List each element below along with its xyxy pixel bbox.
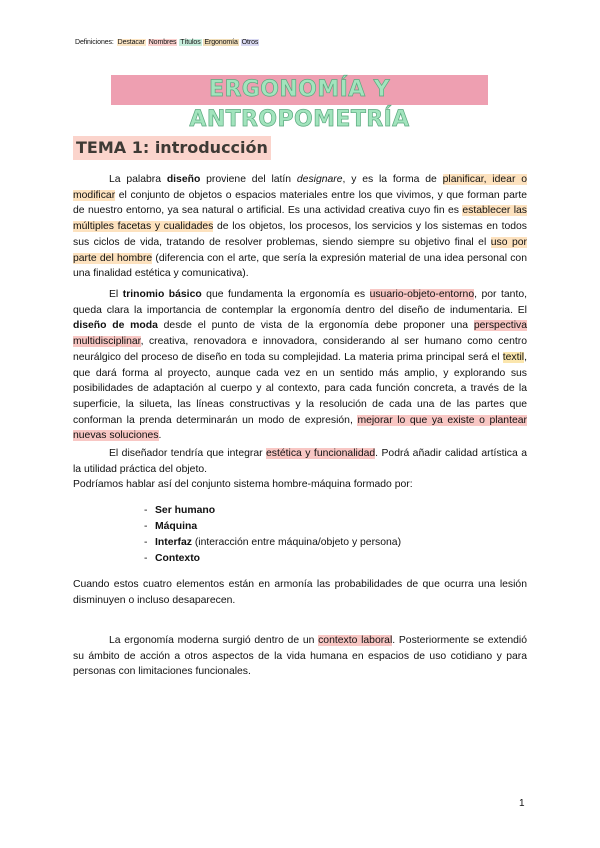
- text: . Posteriormente se extendió su ámbito de acción a otros aspectos de la vida humana en espacios de uso cotidiano y para personas con limitaciones funcionales.: [73, 635, 528, 678]
- text: que fundamenta la ergonomía es: [201, 289, 370, 300]
- highlight-usuario-objeto-entorno: usuario-objeto-entorno: [369, 289, 475, 300]
- paragraph-disenador: [73, 446, 527, 477]
- section-title: TEMA 1: introducción: [73, 136, 271, 160]
- text: La ergonomía moderna surgió dentro de un: [109, 635, 319, 646]
- text: desde el punto de vista de la ergonomía debe proponer una: [157, 320, 474, 332]
- list-item-label: Ser humano: [155, 505, 216, 516]
- highlight-planificar: planificar, idear o modificar: [73, 174, 527, 201]
- text: La palabra: [109, 174, 167, 185]
- list-item-label: Máquina: [155, 520, 198, 532]
- paragraph-trinomio: [73, 287, 527, 444]
- list-item: - Interfaz (interacción entre máquina/objeto y persona): [144, 536, 402, 548]
- legend-definiciones: Definiciones:: [75, 39, 114, 46]
- bold-term-diseno: diseño: [166, 174, 201, 185]
- highlight-contexto-laboral: contexto laboral: [318, 635, 393, 646]
- list-item: - Ser humano: [144, 505, 216, 516]
- legend-nombres: Nombres: [148, 39, 177, 46]
- text: de los objetos, los procesos, los servicios y los sistemas en todos sus ciclos de vida, tratando de resolver problemas, siendo siempre su objetivo final el: [73, 221, 527, 248]
- legend-otros: Otros: [241, 39, 259, 46]
- text: El diseñador tendría que integrar: [109, 448, 267, 459]
- text: el conjunto de objetos o espacios materiales entre los que vivimos, y que forman parte de nuestro entorno, ya sea natural o artificial. Es una actividad creativa cuyo fin es: [73, 189, 527, 217]
- bold-term-diseno-moda: diseño de moda: [73, 320, 158, 332]
- legend-ergonomia: Ergonomía: [204, 39, 238, 46]
- highlight-mejorar: mejorar lo que ya existe o plantear nuevas soluciones: [73, 414, 527, 442]
- list-item: - Máquina: [144, 520, 198, 532]
- highlight-perspectiva: perspectiva multidisciplinar: [73, 320, 527, 348]
- system-elements-list: [144, 503, 401, 567]
- text: , que dará forma al proyecto, aunque cada vez en un sentido más amplio, y explorando sus posibilidades de adaptación al cuerpo y al contexto, para cada función concreta, a través de la superficie, la silueta, las líneas constructivas y la resolución de cada una de las partes que conforman la prenda determinarán un modo de expresión,: [73, 351, 527, 426]
- list-item-label: Contexto: [155, 552, 201, 564]
- paragraph-sistema: Podríamos hablar así del conjunto sistema hombre-máquina formado por:: [73, 479, 413, 490]
- page-number: 1: [519, 798, 525, 809]
- legend-destacar: Destacar: [117, 39, 145, 46]
- paragraph-armonia: Cuando estos cuatro elementos están en armonía las probabilidades de que ocurra una lesión disminuyen o incluso desaparecen.: [73, 579, 527, 606]
- list-item-label: Interfaz: [155, 536, 192, 548]
- text: , creativa, renovadora e innovadora, considerando al ser humano como centro neurálgico del proceso de diseño en toda su complejidad. La materia prima principal será el: [73, 336, 527, 363]
- bold-term-trinomio: trinomio básico: [122, 289, 202, 300]
- highlight-estetica: estética y funcionalidad: [266, 448, 376, 459]
- text: , y es la forma de: [342, 174, 443, 185]
- text: , por tanto, queda clara la importancia de contemplar la ergonomía dentro del diseño de indumentaria. El: [73, 289, 527, 316]
- document-title: ERGONOMÍA Y ANTROPOMETRÍA: [111, 75, 488, 105]
- highlight-textil: textil: [502, 351, 525, 363]
- highlight-legend: [74, 38, 259, 47]
- text: (diferencia con el arte, que sería la expresión material de una idea personal con una finalidad estética y comunicativa).: [73, 252, 527, 280]
- paragraph-ergonomia-moderna: [73, 633, 527, 680]
- legend-titulos: Títulos: [180, 39, 201, 46]
- highlight-uso: uso por parte del hombre: [73, 236, 527, 264]
- list-item: - Contexto: [144, 552, 201, 564]
- text: . Podrá añadir calidad artística a la utilidad práctica del objeto.: [73, 448, 527, 475]
- text: proviene del latín: [200, 174, 297, 185]
- list-item-extra: (interacción entre máquina/objeto y persona): [191, 536, 402, 548]
- italic-term-designare: designare: [296, 174, 343, 185]
- text: El: [109, 289, 123, 300]
- paragraph-diseno: [73, 172, 527, 282]
- text: .: [158, 430, 162, 442]
- highlight-facetas: establecer las múltiples facetas y cualidades: [73, 205, 527, 233]
